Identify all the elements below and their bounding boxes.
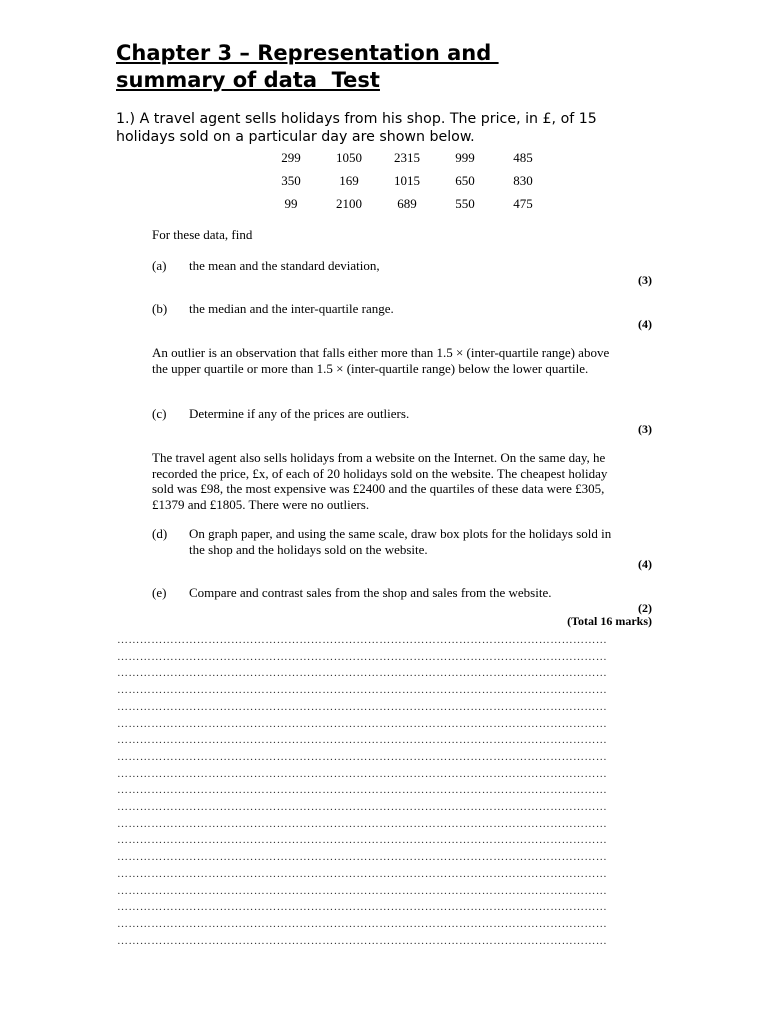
table-cell: 485: [513, 149, 533, 165]
table-cell: 169: [339, 172, 359, 188]
question-e-letter: (e): [152, 585, 167, 600]
table-cell: 1015: [394, 172, 420, 188]
table-cell: 99: [284, 195, 298, 211]
answer-line: …………………………………………………………………………………………………………………: [117, 901, 608, 913]
website-paragraph: The travel agent also sells holidays from a website on the Internet. On the same day, he recorded the price, £x, of each of 20 holidays sold on the website. The cheapest holiday sold was £98, the most expensive was £2400 and the quartiles of these data were £305, £1379 and £1805. There were no outliers.: [152, 450, 608, 512]
outlier-definition: An outlier is an observation that falls either more than 1.5 × (inter-quartile range) above the upper quartile or more than 1.5 × (inter-quartile range) below the lower quartile.: [152, 345, 610, 376]
answer-line: …………………………………………………………………………………………………………………: [117, 651, 608, 663]
answer-line: …………………………………………………………………………………………………………………: [117, 684, 608, 696]
table-cell: 299: [281, 149, 301, 165]
answer-line: …………………………………………………………………………………………………………………: [117, 834, 608, 846]
question-a-text: the mean and the standard deviation,: [189, 258, 380, 273]
question-d-marks: (4): [638, 557, 652, 571]
table-cell: 650: [455, 172, 475, 188]
page-title: [116, 40, 499, 94]
question-b-marks: (4): [638, 317, 652, 331]
question-c-marks: (3): [638, 422, 652, 436]
answer-line: …………………………………………………………………………………………………………………: [117, 851, 608, 863]
table-cell: 2100: [336, 195, 362, 211]
answer-line: …………………………………………………………………………………………………………………: [117, 935, 608, 947]
question-e-text: Compare and contrast sales from the shop and sales from the website.: [189, 585, 552, 600]
answer-line: …………………………………………………………………………………………………………………: [117, 701, 608, 713]
table-cell: 830: [513, 172, 533, 188]
answer-line: …………………………………………………………………………………………………………………: [117, 768, 608, 780]
table-cell: 689: [397, 195, 417, 211]
table-row: [262, 146, 552, 169]
question-d-letter: (d): [152, 526, 168, 541]
question-c-letter: (c): [152, 406, 167, 421]
answer-line: …………………………………………………………………………………………………………………: [117, 885, 608, 897]
table-cell: 550: [455, 195, 475, 211]
lead-in-text: For these data, find: [152, 227, 253, 242]
answer-line: …………………………………………………………………………………………………………………: [117, 634, 608, 646]
answer-line: …………………………………………………………………………………………………………………: [117, 918, 608, 930]
question-intro: 1.) A travel agent sells holidays from his shop. The price, in £, of 15 holidays sold on a particular day are shown below.: [116, 111, 597, 145]
question-c-text: Determine if any of the prices are outliers.: [189, 406, 410, 421]
answer-line: …………………………………………………………………………………………………………………: [117, 734, 608, 746]
question-b-text: the median and the inter-quartile range.: [189, 301, 394, 316]
table-row: [262, 192, 552, 215]
table-cell: 475: [513, 195, 533, 211]
answer-line: …………………………………………………………………………………………………………………: [117, 818, 608, 830]
answer-line: …………………………………………………………………………………………………………………: [117, 784, 608, 796]
table-cell: 1050: [336, 149, 362, 165]
total-marks: (Total 16 marks): [567, 614, 652, 628]
question-a-letter: (a): [152, 258, 167, 273]
question-b-letter: (b): [152, 301, 168, 316]
answer-line: …………………………………………………………………………………………………………………: [117, 718, 608, 730]
table-row: [262, 169, 552, 192]
question-a-marks: (3): [638, 273, 652, 287]
title-line-1: Chapter 3 – Representation and: [116, 41, 499, 65]
answer-line: …………………………………………………………………………………………………………………: [117, 801, 608, 813]
title-line-2: summary of data Test: [116, 68, 380, 92]
answer-line: …………………………………………………………………………………………………………………: [117, 868, 608, 880]
table-cell: 999: [455, 149, 475, 165]
prices-table: [262, 146, 552, 215]
table-cell: 2315: [394, 149, 420, 165]
question-d-text: On graph paper, and using the same scale, draw box plots for the holidays sold in the shop and the holidays sold on the website.: [189, 526, 612, 557]
question-e-marks: (2): [638, 601, 652, 615]
table-cell: 350: [281, 172, 301, 188]
answer-line: …………………………………………………………………………………………………………………: [117, 751, 608, 763]
answer-line: …………………………………………………………………………………………………………………: [117, 667, 608, 679]
